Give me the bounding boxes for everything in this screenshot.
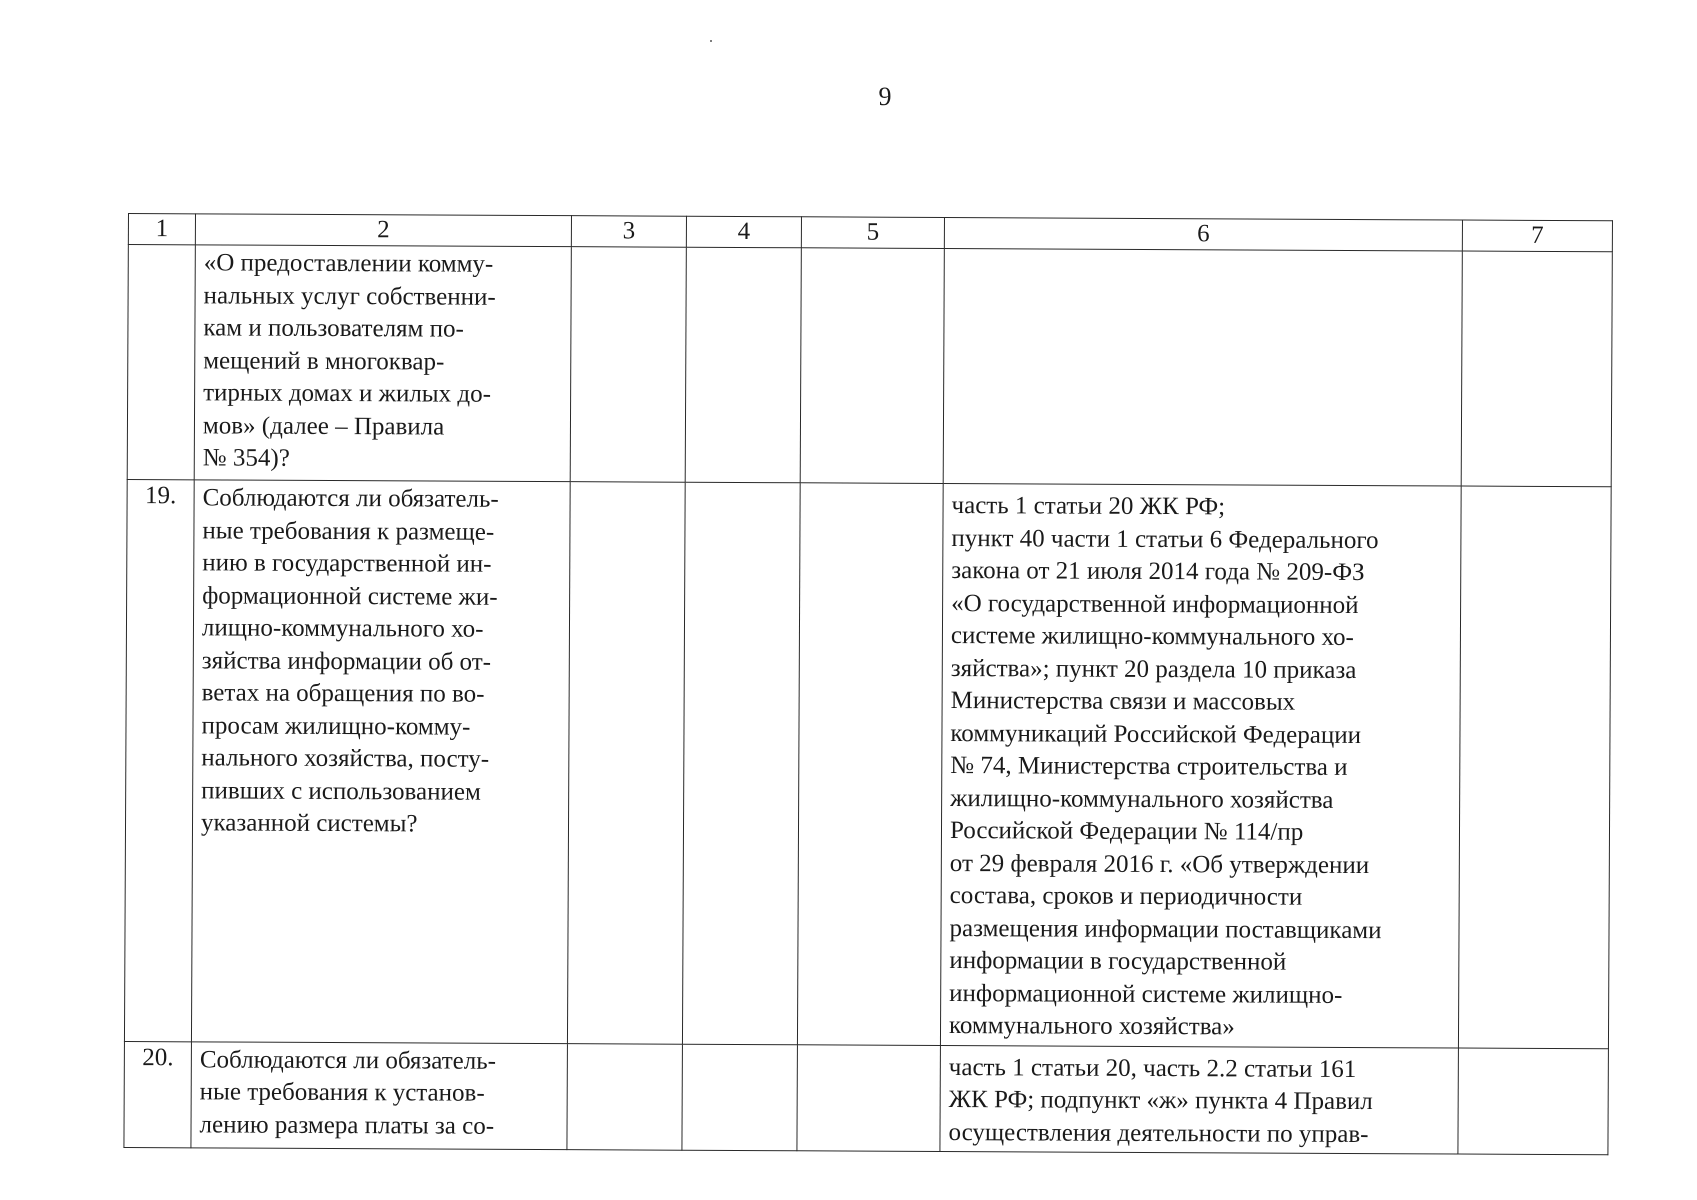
header-cell: 1 [128,214,195,245]
header-cell: 3 [571,216,686,248]
cell-3 [570,247,686,483]
legal-basis-cell [943,248,1462,486]
header-cell: 7 [1462,220,1612,252]
cell-7 [1461,251,1612,487]
cell-7 [1458,486,1611,1048]
cell-5 [797,483,943,1045]
cell-3 [567,1043,683,1150]
cell-4 [682,482,800,1044]
cell-4 [685,247,801,483]
question-cell: Соблюдаются ли обязатель- ные требования к размеще- нию в государственной ин- формационной системе жи- лищно-коммунального хо- зяйства информации об от- ветах на обращения по во- просам жилищно-комму- нального хозяйства, посту- пивших с использованием указанной системы? [191,480,570,1043]
table-row [124,479,1611,1048]
header-cell: 4 [686,216,801,248]
header-cell: 6 [944,217,1462,251]
legal-basis-cell: часть 1 статьи 20 ЖК РФ; пункт 40 части 1 статьи 6 Федерального закона от 21 июля 2014 года № 209-ФЗ «О государственной информационной системе жилищно-коммунального хо- зяйства»; пункт 20 раздела 10 приказа Министерства связи и массовых коммуникаций Российской Федерации № 74, Министерства строительства и жилищно-коммунального хозяйства Российской Федерации № 114/пр от 29 февраля 2016 г. «Об утверждении состава, сроков и периодичности размещения информации поставщиками информации в государственной информационной системе жилищно- коммунального хозяйства» [940,483,1461,1047]
cell-4 [682,1044,798,1151]
header-cell: 2 [195,214,571,247]
question-cell: «О предоставлении комму- нальных услуг собственни- кам и пользователям по- мещений в многоквар- тирных домах и жилых до- мов» (далее – Правила № 354)? [194,245,571,482]
table-row [127,245,1612,487]
legal-basis-cell: часть 1 статьи 20, часть 2.2 статьи 161 ЖК РФ; подпункт «ж» пункта 4 Правил осуществления деятельности по управ- [940,1045,1459,1154]
table-row [124,1041,1609,1155]
scan-speck [710,40,712,42]
row-number: 20. [124,1041,192,1148]
page-number: 9 [878,82,892,111]
row-number [127,245,195,480]
header-cell: 5 [801,217,944,249]
row-number: 19. [124,479,194,1041]
cell-5 [797,1044,941,1151]
question-cell: Соблюдаются ли обязатель- ные требования к установ- лению размера платы за со- [191,1041,568,1149]
cell-3 [567,482,685,1044]
cell-7 [1458,1048,1609,1155]
cell-5 [800,248,944,484]
checklist-table [123,213,1613,1155]
